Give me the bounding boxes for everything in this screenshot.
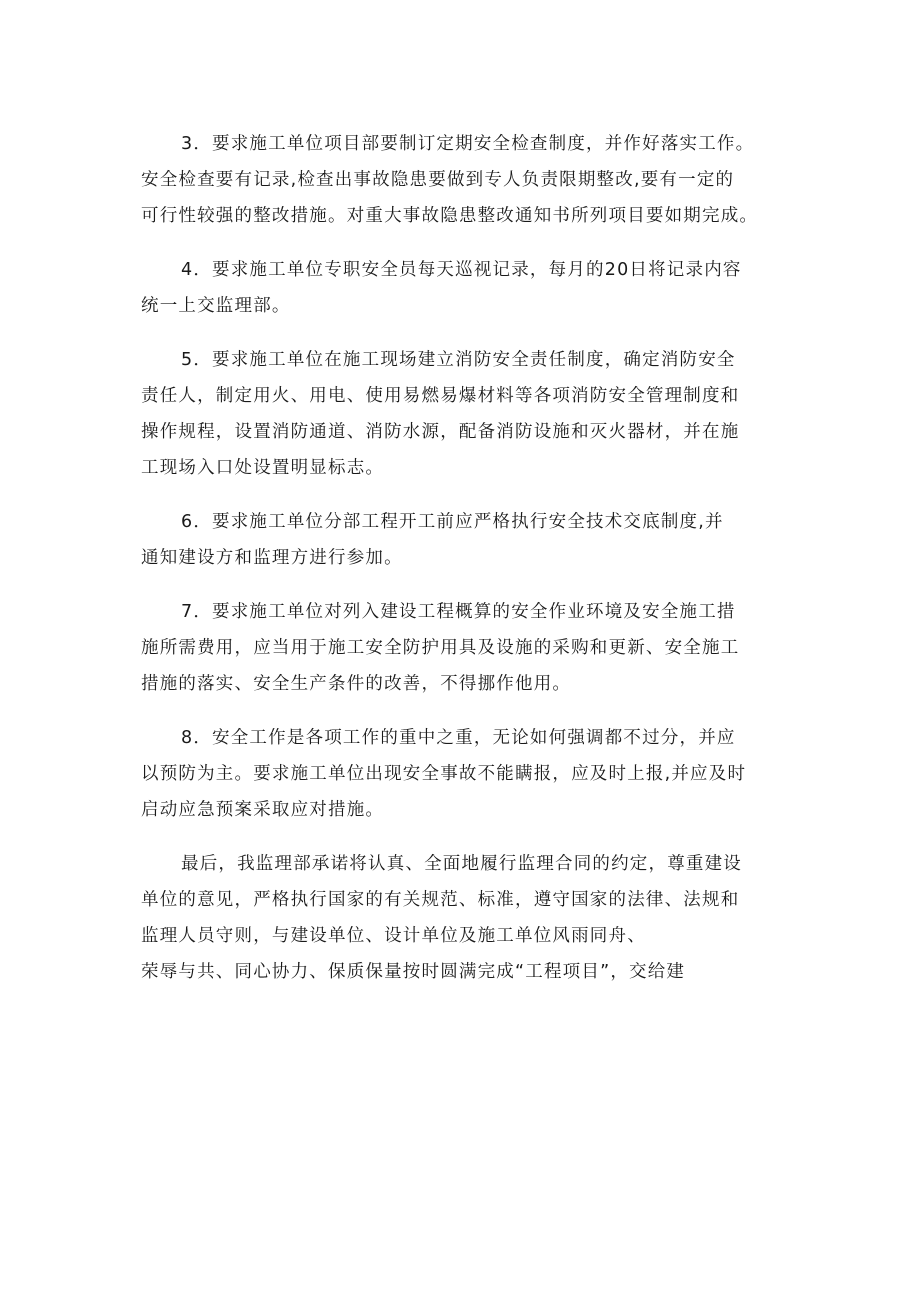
text-line: 责任人，制定用火、用电、使用易燃易爆材料等各项消防安全管理制度和 bbox=[141, 386, 740, 406]
text-line: 启动应急预案采取应对措施。 bbox=[141, 800, 385, 820]
paragraph-conclusion bbox=[141, 846, 786, 990]
text-line: 可行性较强的整改措施。对重大事故隐患整改通知书所列项目要如期完成。 bbox=[141, 206, 759, 226]
text-line: 6．要求施工单位分部工程开工前应严格执行安全技术交底制度,并 bbox=[181, 512, 724, 532]
paragraph-item-4 bbox=[141, 252, 786, 324]
text-line: 工现场入口处设置明显标志。 bbox=[141, 458, 385, 478]
text-line: 通知建设方和监理方进行参加。 bbox=[141, 548, 403, 568]
text-line: 措施的落实、安全生产条件的改善，不得挪作他用。 bbox=[141, 674, 572, 694]
text-line: 最后，我监理部承诺将认真、全面地履行监理合同的约定，尊重建设 bbox=[181, 854, 742, 874]
text-line: 单位的意见，严格执行国家的有关规范、标准，遵守国家的法律、法规和 bbox=[141, 890, 740, 910]
text-line: 操作规程，设置消防通道、消防水源，配备消防设施和灭火器材，并在施 bbox=[141, 422, 740, 442]
text-line: 8．安全工作是各项工作的重中之重，无论如何强调都不过分，并应 bbox=[181, 728, 736, 748]
text-line: 4．要求施工单位专职安全员每天巡视记录，每月的20日将记录内容 bbox=[181, 260, 742, 280]
paragraph-item-5 bbox=[141, 342, 786, 486]
text-line: 统一上交监理部。 bbox=[141, 296, 291, 316]
paragraph-item-8 bbox=[141, 720, 786, 828]
text-line: 以预防为主。要求施工单位出现安全事故不能瞒报，应及时上报,并应及时 bbox=[141, 764, 747, 784]
text-line: 3．要求施工单位项目部要制订定期安全检查制度，并作好落实工作。 bbox=[181, 134, 755, 154]
text-line: 7．要求施工单位对列入建设工程概算的安全作业环境及安全施工措 bbox=[181, 602, 736, 622]
text-line: 5．要求施工单位在施工现场建立消防安全责任制度，确定消防安全 bbox=[181, 350, 736, 370]
text-line: 监理人员守则，与建设单位、设计单位及施工单位风雨同舟、 bbox=[141, 926, 646, 946]
paragraph-item-7 bbox=[141, 594, 786, 702]
text-line: 荣辱与共、同心协力、保质保量按时圆满完成“工程项目”，交给建 bbox=[141, 962, 686, 982]
text-line: 安全检查要有记录,检查出事故隐患要做到专人负责限期整改,要有一定的 bbox=[141, 170, 735, 190]
paragraph-item-6 bbox=[141, 504, 786, 576]
document-body bbox=[141, 126, 786, 1008]
paragraph-item-3 bbox=[141, 126, 786, 234]
text-line: 施所需费用，应当用于施工安全防护用具及设施的采购和更新、安全施工 bbox=[141, 638, 740, 658]
